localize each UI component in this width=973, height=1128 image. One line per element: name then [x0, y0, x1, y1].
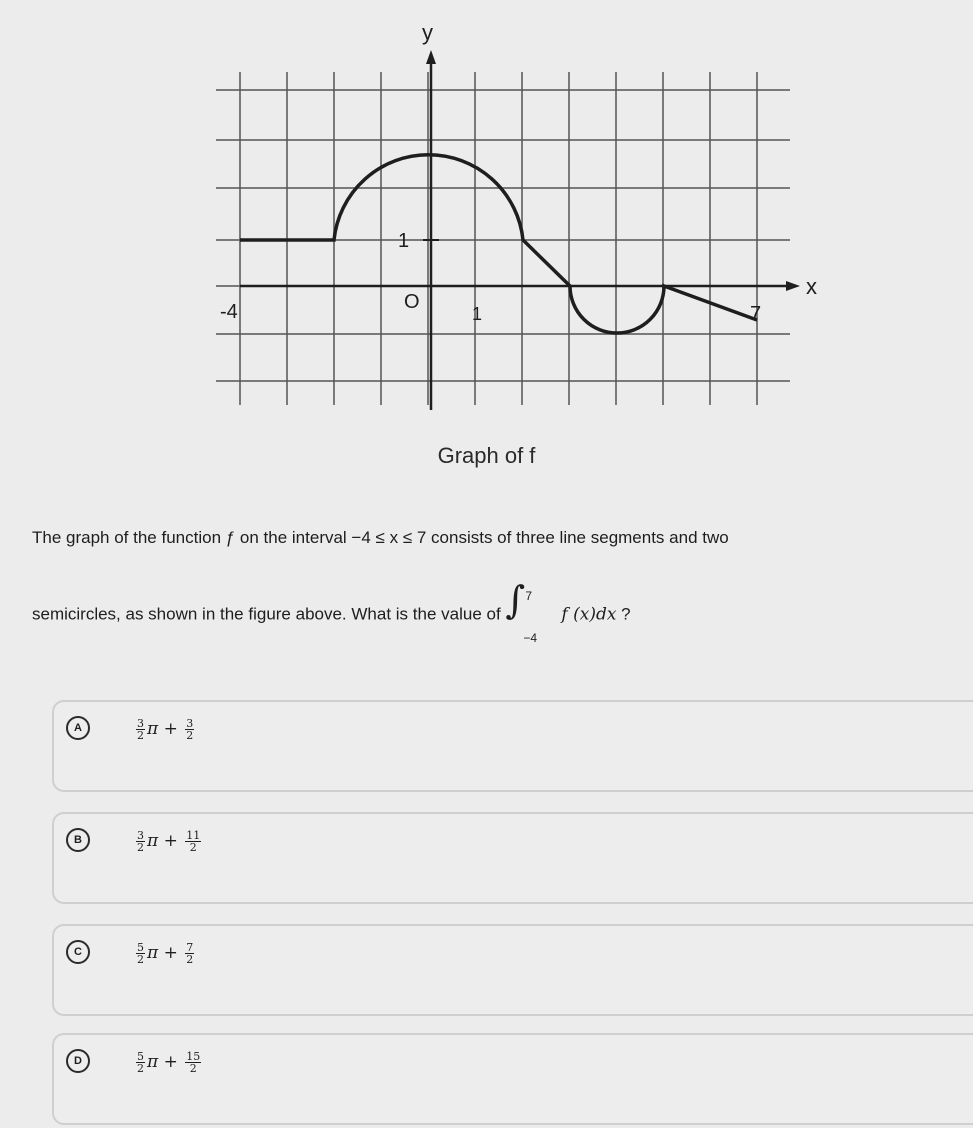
fraction: $\frac{7}{2}$ — [186, 941, 194, 966]
plus-sign: + — [163, 719, 178, 739]
integral-symbol — [505, 578, 561, 645]
fraction: $\frac{5}{2}$ — [137, 1050, 144, 1075]
plus-sign: + — [163, 831, 178, 851]
integral-lower-limit: −4 — [523, 631, 538, 645]
graph-of-f — [0, 0, 973, 440]
tick-label-x-1: 1 — [472, 304, 483, 324]
tick-label-x-neg4: -4 — [220, 301, 238, 323]
question-mark: ? — [621, 604, 631, 624]
plus-sign: + — [163, 1052, 178, 1072]
choice-d-expression — [134, 1051, 203, 1074]
choice-c-expression — [134, 942, 196, 965]
pi-symbol: π — [147, 1052, 159, 1072]
pi-symbol: π — [147, 943, 159, 963]
fraction: $\frac{3}{2}$ — [137, 717, 144, 742]
choice-letter-b: B — [66, 828, 90, 852]
function-curve — [240, 155, 757, 333]
integral-sign-icon: ∫ — [505, 578, 526, 622]
pi-symbol: π — [147, 831, 159, 851]
choice-c[interactable] — [52, 924, 973, 1016]
question-text — [32, 525, 952, 645]
x-axis-label: x — [806, 274, 817, 299]
integrand: f (x)dx — [561, 604, 617, 625]
question-line-1: The graph of the function ƒ on the interval −4 ≤ x ≤ 7 consists of three line segments and two — [32, 528, 729, 547]
choice-a[interactable] — [52, 700, 973, 792]
question-line-2-text: semicircles, as shown in the figure above. What is the value of — [32, 604, 501, 624]
choice-letter-c: C — [66, 940, 90, 964]
y-axis-label: y — [422, 20, 433, 45]
choice-letter-d: D — [66, 1049, 90, 1073]
fraction: $\frac{3}{2}$ — [186, 717, 194, 742]
choice-letter-a: A — [66, 716, 90, 740]
choice-b-expression — [134, 830, 203, 853]
tick-label-x-7: 7 — [750, 303, 762, 325]
fraction: $\frac{15}{2}$ — [186, 1050, 201, 1075]
origin-label: O — [404, 291, 420, 313]
choice-a-expression — [134, 718, 196, 741]
fraction: $\frac{3}{2}$ — [137, 829, 144, 854]
fraction: $\frac{11}{2}$ — [186, 829, 201, 854]
question-line-2 — [32, 578, 952, 645]
choice-d[interactable] — [52, 1033, 973, 1125]
choice-b[interactable] — [52, 812, 973, 904]
x-axis-arrow-icon — [786, 281, 800, 291]
tick-label-y-1: 1 — [398, 230, 410, 252]
integral-upper-limit: 7 — [525, 589, 533, 603]
y-axis-arrow-icon — [426, 50, 436, 64]
fraction: $\frac{5}{2}$ — [137, 941, 144, 966]
pi-symbol: π — [147, 719, 159, 739]
graph-caption: Graph of f — [437, 443, 536, 468]
plus-sign: + — [163, 943, 178, 963]
